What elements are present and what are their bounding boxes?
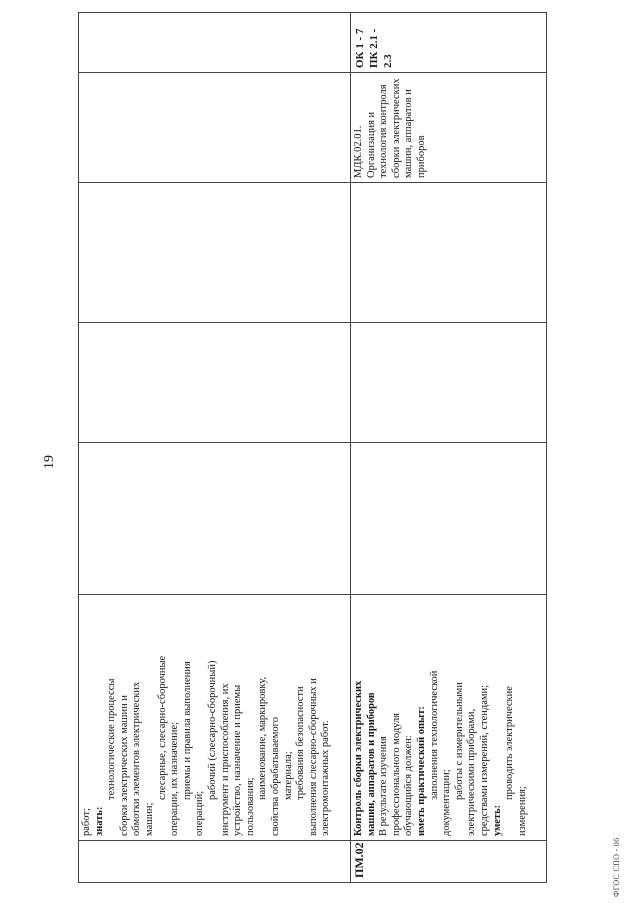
text-line: работ;: [81, 808, 92, 836]
text-line: операций;: [194, 790, 206, 836]
text-line: Контроль сборки электрических: [353, 680, 364, 836]
code-cell: [79, 841, 351, 883]
text-line: технология контроля: [378, 84, 390, 178]
content-cell: [351, 595, 547, 841]
module-code: ПМ.02: [352, 842, 366, 878]
text-line: электромонтажных работ.: [320, 720, 332, 836]
hours-cell: [351, 183, 547, 323]
text-line: инструмент и приспособления, их: [219, 683, 231, 836]
text-line: профессионального модуля: [390, 712, 402, 836]
text-line: наименование, маркировку,: [257, 676, 269, 800]
hours-cell: [79, 443, 351, 595]
text-line: машин;: [143, 802, 155, 836]
text-line: устройство, назначение и приемы: [232, 684, 244, 836]
text-line: работы с измерительными: [453, 682, 465, 800]
text-line: средствами измерений, стендами;: [478, 684, 490, 836]
hours-cell: [351, 443, 547, 595]
content-cell: [79, 595, 351, 841]
competency-cell: [351, 13, 547, 73]
hours-cell: [79, 323, 351, 443]
text-line: слесарные, слесарно-сборочные: [156, 655, 168, 800]
text-line: обмотки элементов электрических: [131, 681, 143, 836]
mdk-cell: [351, 73, 547, 183]
text-line: заполнения технологической: [428, 670, 440, 800]
hours-cell: [79, 183, 351, 323]
text-line: иметь практический опыт:: [415, 706, 427, 836]
text-line: В результате изучения: [378, 736, 390, 836]
text-line: ОК 1 - 7: [354, 28, 366, 68]
table-row: [351, 13, 547, 883]
text-line: документации;: [441, 769, 453, 836]
text-line: сборки электрических машин и: [118, 694, 130, 836]
text-line: знать:: [93, 806, 105, 836]
footer-code: ФГОС СПО - 06: [612, 837, 621, 897]
text-line: приборов: [415, 135, 427, 178]
text-line: требования безопасности: [295, 686, 307, 800]
text-line: обучающийся должен:: [403, 735, 415, 836]
text-line: приемы и правила выполнения: [181, 661, 193, 800]
text-line: ПК 2.1 - 2.3: [368, 28, 394, 68]
text-line: проводить электрические: [504, 686, 516, 800]
code-cell: [351, 841, 547, 883]
text-line: материала;: [282, 751, 294, 800]
text-line: рабочий (слесарно-сборочный): [206, 660, 218, 800]
text-line: измерения;: [516, 786, 528, 836]
table-row: [79, 13, 351, 883]
hours-cell: [351, 323, 547, 443]
text-line: электрическими приборами,: [466, 708, 478, 836]
curriculum-table: [78, 12, 547, 883]
text-line: пользования;: [244, 777, 256, 836]
text-line: машин, аппаратов и приборов: [365, 692, 377, 836]
page-number: 19: [42, 455, 57, 469]
text-line: сборки электрических: [390, 78, 402, 178]
mdk-cell: [79, 73, 351, 183]
text-line: машин, аппаратов и: [403, 89, 415, 178]
competency-cell: [79, 13, 351, 73]
text-line: уметь:: [491, 804, 503, 836]
text-line: МДК.02.01.: [353, 125, 364, 178]
text-line: технологические процессы: [106, 678, 118, 800]
text-line: Организация и: [365, 111, 377, 178]
text-line: выполнения слесарно-сборочных и: [307, 678, 319, 836]
text-line: свойства обрабатываемого: [269, 717, 281, 836]
text-line: операции, их назначение;: [169, 721, 181, 836]
